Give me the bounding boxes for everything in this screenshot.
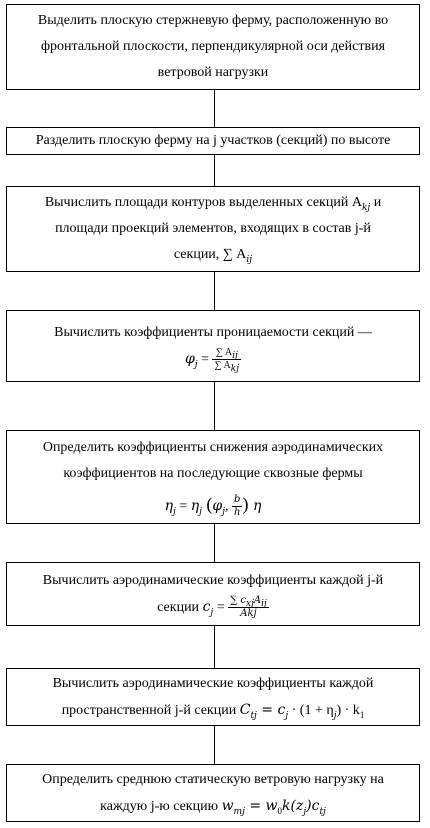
step-2-box <box>6 127 420 155</box>
fraction-num: ∑ $A_{ij}$ <box>212 347 241 360</box>
step-1-line-1: Выделить плоскую стержневую ферму, расположенную во <box>37 13 389 28</box>
step-5-line-1: Определить коэффициенты снижения аэродинамических <box>42 439 384 455</box>
step-1-box <box>6 4 420 90</box>
step-6-line-1: Вычислить аэродинамические коэффициенты каждой j-й <box>42 572 384 588</box>
step-1-line-3: ветровой нагрузки <box>157 65 269 80</box>
step-6-line-2: секции $c_j$ = $\frac{\sum c_{xj}A_{ij}}{\text{Akj}}$ <box>157 594 267 619</box>
step-3-line-2: площади проекций элементов, входящих в состав j-й <box>55 221 371 236</box>
step-5-formula: $\eta_j = \eta_j$ ($\varphi_j$, $\frac{b}{h}$ ) η <box>164 493 262 518</box>
connector-2 <box>214 155 215 186</box>
step-7-line-1: Вычислить аэродинамические коэффициенты каждой <box>52 675 374 691</box>
connector-5 <box>214 524 215 562</box>
step-6-box <box>6 562 420 626</box>
step-4-box <box>6 310 420 382</box>
eq: = <box>197 351 213 367</box>
step-3-line-1-text: Вычислить площади контуров выделенных секций A <box>44 195 362 210</box>
step-8-line-1: Определить среднюю статическую ветровую нагрузку на <box>42 771 384 787</box>
b-over-h: $\frac{b}{h}$ <box>234 493 241 518</box>
step-4-formula <box>185 346 241 373</box>
step-3-line-3-text: секции, ∑ A <box>173 247 247 262</box>
connector-6 <box>214 626 215 668</box>
step-4-line-1: Вычислить коэффициенты проницаемости секций — <box>54 324 372 340</box>
connector-4 <box>214 382 215 430</box>
connector-3 <box>214 272 215 310</box>
step-8-box <box>6 764 420 822</box>
step-3-sub-kj: kj <box>361 202 371 213</box>
step-3-line-3 <box>174 242 252 268</box>
step-8-line-2: каждую j-ю секцию $w_{mj} = w_0k(z_j)c_{tj}$ <box>100 797 326 817</box>
fraction-den: ∑ $A_{kj}$ <box>214 359 240 374</box>
fraction <box>212 347 241 372</box>
step-3-line-1 <box>45 190 381 216</box>
step-3-sub-ij: ij <box>246 254 253 265</box>
step-6-fraction: $\frac{\sum c_{xj}A_{ij}}{\text{Akj}}$ <box>230 594 267 619</box>
phi-symbol: φ <box>184 350 195 367</box>
step-2-line-1: Разделить плоскую ферму на j участков (секций) по высоте <box>35 133 391 148</box>
step-5-line-2: коэффициентов на последующие сквозные фермы <box>63 465 363 481</box>
step-1-line-2: фронтальной плоскости, перпендикулярной оси действия <box>40 39 386 54</box>
step-5-box <box>6 430 420 524</box>
step-3-and: и <box>370 195 382 210</box>
connector-7 <box>214 726 215 764</box>
connector-1 <box>214 90 215 127</box>
step-7-box <box>6 668 420 726</box>
step-7-line-2: пространственной j-й секции $C_{tj} = c_j \cdot (1 + \eta_j) \cdot k_1$ <box>61 701 365 721</box>
phi-sub: j <box>194 359 198 370</box>
step-3-box <box>6 186 420 272</box>
